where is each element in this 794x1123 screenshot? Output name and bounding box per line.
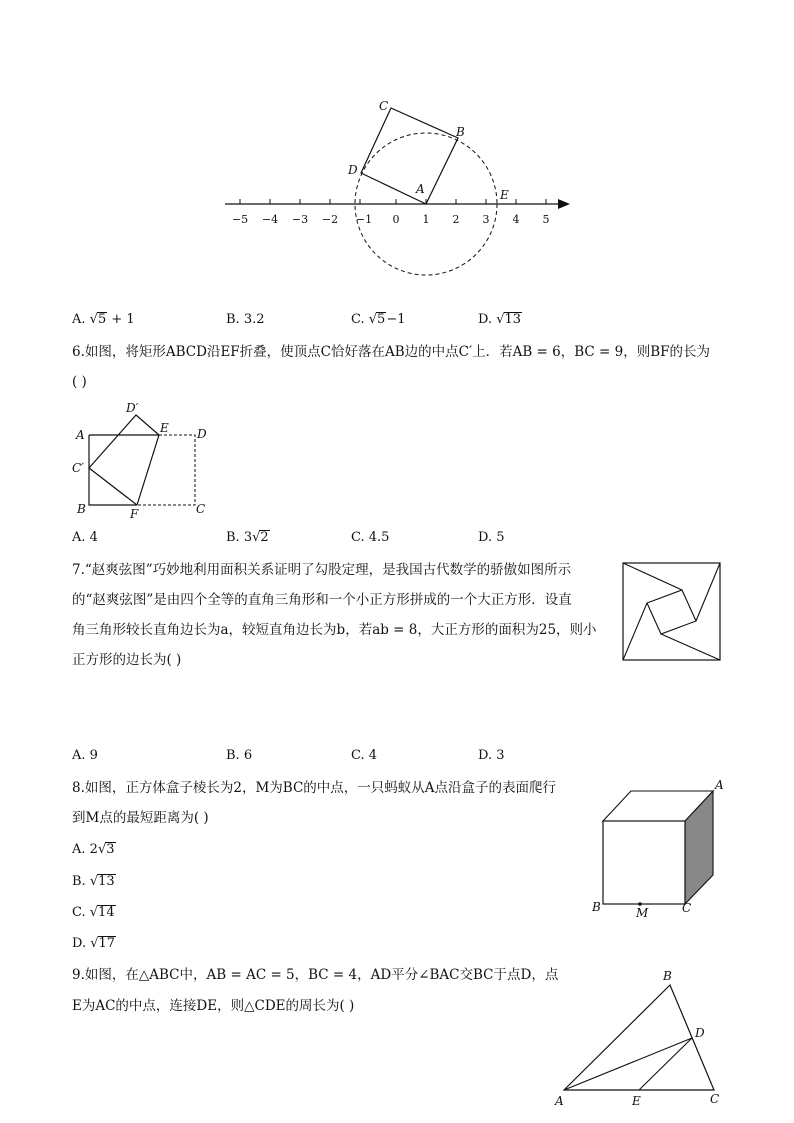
option-letter: B. <box>226 312 240 327</box>
label-C-prime: C′ <box>72 461 84 475</box>
q8-option-b[interactable]: B. √13 <box>72 874 115 889</box>
option-letter: C. <box>72 905 86 920</box>
option-letter: D. <box>72 936 87 951</box>
option-value: 4 <box>89 530 98 545</box>
q8-option-c[interactable]: C. √14 <box>72 905 115 920</box>
q7-stem-line: 角三角形较长直角边长为a，较短直角边长为b，若ab = 8，大正方形的面积为25，则小 <box>72 622 597 638</box>
q9-stem-line: E为AC的中点，连接DE，则△CDE的周长为( ) <box>72 998 355 1014</box>
q6-option-c[interactable] <box>351 528 389 548</box>
option-letter: A. <box>72 748 86 763</box>
label-C: C <box>710 1092 720 1106</box>
option-letter: C. <box>351 530 365 545</box>
radicand: 17 <box>98 936 116 951</box>
label-B: B <box>592 900 601 914</box>
option-value: 3 <box>243 530 253 545</box>
q6-stem-blank: ( ) <box>72 374 87 390</box>
option-letter: B. <box>226 530 240 545</box>
option-letter: D. <box>478 312 493 327</box>
option-value: 2 <box>89 842 98 857</box>
q7-option-b[interactable] <box>226 746 252 766</box>
radicand: 14 <box>98 905 115 920</box>
q9-triangle-figure <box>548 965 728 1115</box>
label-A: A <box>416 182 425 196</box>
option-letter: C. <box>351 748 365 763</box>
q8-option-d[interactable]: D. √17 <box>72 936 116 951</box>
q7-zhaoshuang-figure <box>620 560 724 664</box>
q7-stem-line: 7.“赵爽弦图”巧妙地利用面积关系证明了勾股定理，是我国古代数学的骄傲如图所示 <box>72 562 572 578</box>
radicand: 13 <box>98 874 115 889</box>
label-E: E <box>160 421 169 435</box>
label-B: B <box>456 125 465 139</box>
label-F: F <box>130 507 139 520</box>
radicand: 3 <box>106 842 115 857</box>
label-C: C <box>196 502 206 516</box>
label-B: B <box>77 502 86 516</box>
option-value: 3 <box>496 748 505 763</box>
option-value: 9 <box>89 748 98 763</box>
option-letter: A. <box>72 842 86 857</box>
label-D: D <box>348 163 358 177</box>
q5-option-a[interactable]: A. √5 + 1 <box>72 312 135 327</box>
radicand: 13 <box>504 312 522 327</box>
tick-label: −5 <box>231 213 249 226</box>
q5-number-line-figure <box>215 95 585 285</box>
q7-stem-line: 的“赵爽弦图”是由四个全等的直角三角形和一个小正方形拼成的一个大正方形．设直 <box>72 592 572 608</box>
option-value: 5 <box>496 530 505 545</box>
radicand: 2 <box>260 530 269 545</box>
tick-label: 0 <box>392 213 400 226</box>
label-D: D <box>695 1026 705 1040</box>
option-letter: B. <box>72 874 86 889</box>
tick-label: 5 <box>542 213 550 226</box>
q5-option-c[interactable]: C. √5−1 <box>351 312 406 327</box>
q8-option-a[interactable]: A. 2√3 <box>72 842 115 857</box>
q6-stem: 6.如图，将矩形ABCD沿EF折叠，使顶点C恰好落在AB边的中点C′上．若AB = 6，BC = 9，则BF的长为 <box>72 344 710 360</box>
radicand: 5 <box>97 312 107 327</box>
label-A: A <box>76 428 85 442</box>
q7-option-a[interactable] <box>72 746 98 766</box>
q6-option-a[interactable] <box>72 528 98 548</box>
option-letter: D. <box>478 748 493 763</box>
option-value: 4 <box>368 748 378 763</box>
q7-option-c[interactable] <box>351 746 377 766</box>
tick-label: 3 <box>482 213 490 226</box>
q8-stem-line: 到M点的最短距离为( ) <box>72 810 209 826</box>
option-letter: B. <box>226 748 240 763</box>
label-D: D <box>197 427 207 441</box>
option-letter: A. <box>72 312 86 327</box>
option-value: 6 <box>243 748 253 763</box>
q6-option-d[interactable] <box>478 528 505 548</box>
q5-option-b[interactable] <box>226 310 265 330</box>
label-C: C <box>379 99 389 113</box>
tick-label: 1 <box>422 213 430 226</box>
q6-option-b[interactable]: B. 3√2 <box>226 530 269 545</box>
q8-stem-line: 8.如图，正方体盒子棱长为2，M为BC的中点，一只蚂蚁从A点沿盒子的表面爬行 <box>72 780 557 796</box>
tick-label: 2 <box>452 213 460 226</box>
label-E: E <box>632 1094 641 1108</box>
tick-label: −4 <box>261 213 279 226</box>
option-letter: C. <box>351 312 365 327</box>
q9-stem-line: 9.如图，在△ABC中，AB = AC = 5，BC = 4，AD平分∠BAC交BC于点D，点 <box>72 967 559 983</box>
tick-label: −2 <box>321 213 339 226</box>
option-value: −1 <box>386 312 406 327</box>
label-A: A <box>555 1094 564 1108</box>
label-M: M <box>636 906 649 920</box>
q7-stem-line: 正方形的边长为( ) <box>72 652 182 668</box>
label-D-prime: D′ <box>126 401 139 415</box>
q7-option-d[interactable] <box>478 746 505 766</box>
q8-cube-figure <box>585 775 725 925</box>
label-A: A <box>715 778 724 792</box>
label-C: C <box>682 901 692 915</box>
radicand: 5 <box>377 312 386 327</box>
option-value: 4.5 <box>368 530 390 545</box>
q6-fold-figure <box>70 400 220 520</box>
label-B: B <box>663 969 672 983</box>
option-value: + 1 <box>111 312 135 327</box>
label-E: E <box>500 188 509 202</box>
tick-label: −1 <box>355 213 373 226</box>
option-letter: D. <box>478 530 493 545</box>
option-letter: A. <box>72 530 86 545</box>
tick-label: −3 <box>291 213 309 226</box>
option-value: 3.2 <box>243 312 265 327</box>
tick-label: 4 <box>512 213 520 226</box>
q5-option-d[interactable]: D. √13 <box>478 312 522 327</box>
